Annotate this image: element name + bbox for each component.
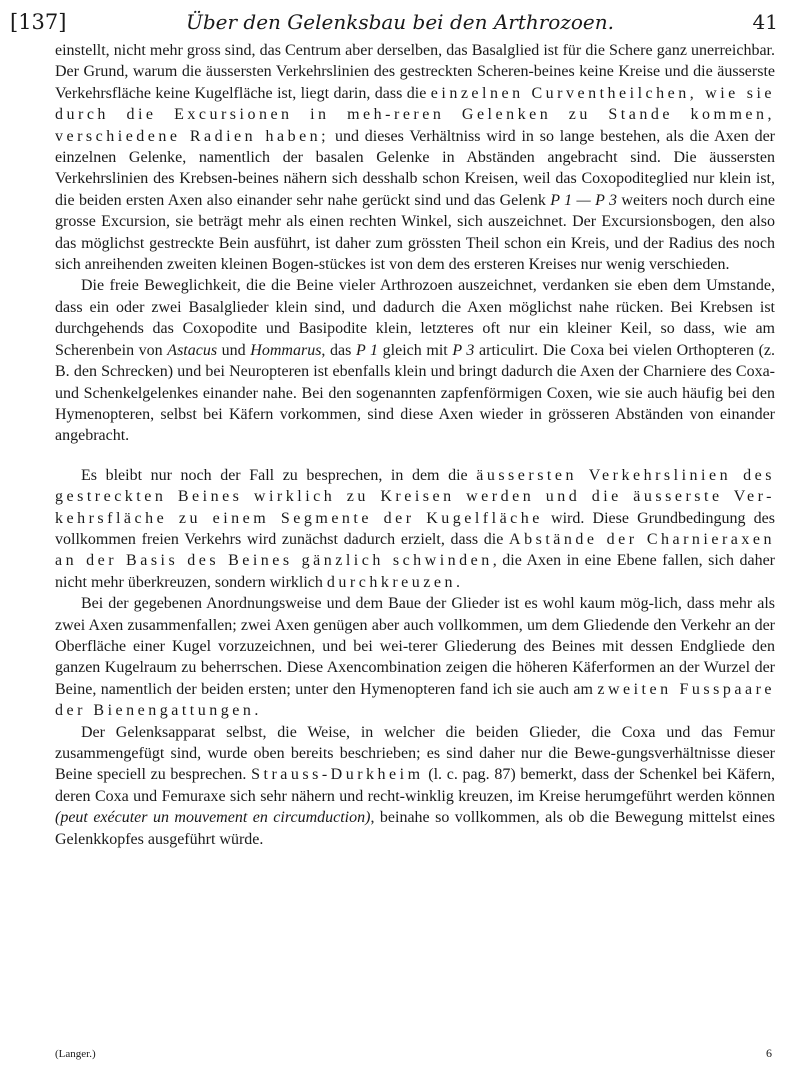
text-run: Es bleibt nur noch der Fall zu besprechen, in dem die xyxy=(81,466,477,484)
italic-term: P 1 xyxy=(355,341,379,359)
italic-term: Astacus xyxy=(167,341,218,359)
text-run: , beinahe so vollkommen, als ob die Bewegung mittelst eines Gelenkkopfes ausgeführt würde. xyxy=(55,809,775,848)
spaced-emphasis: durchkreuzen xyxy=(326,573,456,591)
text-run: articulirt. Die Coxa bei vielen Orthopteren (z. B. den Schrecken) und bei Neuropteren ist ebenfalls klein und bringt dadurch die Axen der Charniere des Coxa- und Schenkelgelenkes einander nahe. Bei den sogenannten zapfenförmigen Coxen, wie sie auch häufig bei den Hymenopteren, selbst bei Käfern vorkommen, sind diese Axen wieder in grösseren Abständen von einander angebracht. xyxy=(55,341,776,445)
section-number: [137] xyxy=(10,10,67,34)
text-run: . xyxy=(254,702,259,720)
sheet-number: 6 xyxy=(766,1046,772,1060)
text-run: wird. Diese Grundbedingung des vollkommen freien Verkehrs wird zunächst dadurch erzielt, dass die xyxy=(55,509,776,548)
italic-term: (peut exécuter un mouvement en circumduction) xyxy=(55,809,371,827)
spaced-emphasis: Abstände der Charnieraxen an der Basis des Beines gänzlich schwinden xyxy=(55,530,776,570)
text-run: Bei der gegebenen Anordnungsweise und dem Baue der Glieder ist es wohl kaum mög-lich, dass mehr als zwei Axen zusammenfallen; zwei Axen genügen aber auch vollkommen, um dem Gliedende den Verkehr an der Oberfläche einer Kugel vorzuzeichnen, und bei wei-terer Gliederung des Beines mit dessen Endgliede den ganzen Kugelraum zu beherrschen. Diese Axencombination zeigen die höheren Käferformen an der Wurzel der Beine, namentlich der beiden ersten; unter den Hymenopteren fand ich sie auch am xyxy=(55,595,775,698)
text-run: einstellt, nicht mehr gross sind, das Centrum aber derselben, das Basalglied ist für die Schere ganz unerreichbar. Der Grund, warum die äussersten Verkehrslinien des gestreckten Scheren-beines keine Kreise und die äusserste Verkehrsfläche keine Kugelfläche ist, liegt darin, dass die xyxy=(55,42,775,102)
paragraph-5 xyxy=(55,722,775,850)
text-run: und dieses Verhältniss wird in so lange bestehen, als die Axen der einzelnen Gelenke, namentlich der basalen Gelenke in Abständen angebracht sind. Die äussersten Verkehrslinien des Krebsen-beines nähern sich desshalb schon Kreisen, weil das Coxopoditeglied nur klein ist, die beiden ersten Axen also einander sehr nahe gerückt sind und das Gelenk xyxy=(55,127,776,209)
running-header xyxy=(0,0,800,40)
text-run: , die Axen in eine Ebene fallen, sich daher nicht mehr überkreuzen, sondern wirklich xyxy=(55,552,775,591)
text-run: . xyxy=(455,573,460,591)
text-run: (l. c. pag. 87) bemerkt, dass der Schenkel bei Käfern, deren Coxa und Femuraxe sich sehr nähern und recht-winklig kreuzen, im Kreise herumgeführt werden können xyxy=(55,766,775,805)
spaced-emphasis: äussersten Verkehrslinien des gestreckten Beines wirklich zu Kreisen werden und die äusserste Ver-kehrsfläche zu einem Segmente der Kugelfläche xyxy=(55,466,775,527)
spaced-emphasis: einzelnen Curventheilchen, wie sie durch die Excursionen in meh-reren Gelenken zu Stande kommen, verschiedene Radien haben; xyxy=(55,84,775,145)
text-run: Die freie Beweglichkeit, die die Beine vieler Arthrozoen auszeichnet, verdanken sie eben dem Umstande, dass ein oder zwei Basalglieder klein sind, und dadurch die Axen möglichst nahe rücken. Bei Krebsen ist durchgehends das Coxopodite und Basipodite klein, letzteres oft nur ein kleiner Keil, so dass, wie am Scherenbein von xyxy=(55,277,775,359)
paragraph-4 xyxy=(55,593,775,721)
running-title: Über den Gelenksbau bei den Arthrozoen. xyxy=(185,10,614,34)
paragraph-3 xyxy=(55,465,775,593)
text-run: gleich mit xyxy=(378,341,453,359)
page-footer xyxy=(55,1048,772,1064)
spaced-emphasis: zweiten Fusspaare der Bienengattungen xyxy=(55,680,776,720)
italic-term: P 1 — P 3 xyxy=(550,191,618,209)
italic-term: Hommarus xyxy=(250,341,322,359)
text-run: , das xyxy=(321,341,356,359)
page-number: 41 xyxy=(752,10,778,34)
text-run: weiters noch durch eine grosse Excursion, sie beträgt mehr als einen rechten Winkel, sich auszeichnet. Der Excursionsbogen, den also das möglichst gestreckte Bein ausführt, ist daher zum grössten Theil schon ein Kreis, und der Radius des noch sich anreihenden zweiten kleinen Bogen-stückes ist von dem des ersteren Kreises nur wenig verschieden. xyxy=(55,191,776,274)
spaced-emphasis: Strauss-Durkheim xyxy=(251,766,424,784)
author-signature: (Langer.) xyxy=(55,1048,96,1060)
paragraph-1 xyxy=(55,40,775,275)
text-run: Der Gelenksapparat selbst, die Weise, in welcher die beiden Glieder, die Coxa und das Femur zusammengefügt sind, wurde oben bereits beschrieben; es sind daher nur die Bewe-gungsverhältnisse dieser Beine speciell zu besprechen. xyxy=(55,723,775,784)
paragraph-2 xyxy=(55,275,775,446)
italic-term: P 3 xyxy=(452,341,475,359)
text-run: und xyxy=(217,341,251,359)
body-text xyxy=(55,40,775,850)
